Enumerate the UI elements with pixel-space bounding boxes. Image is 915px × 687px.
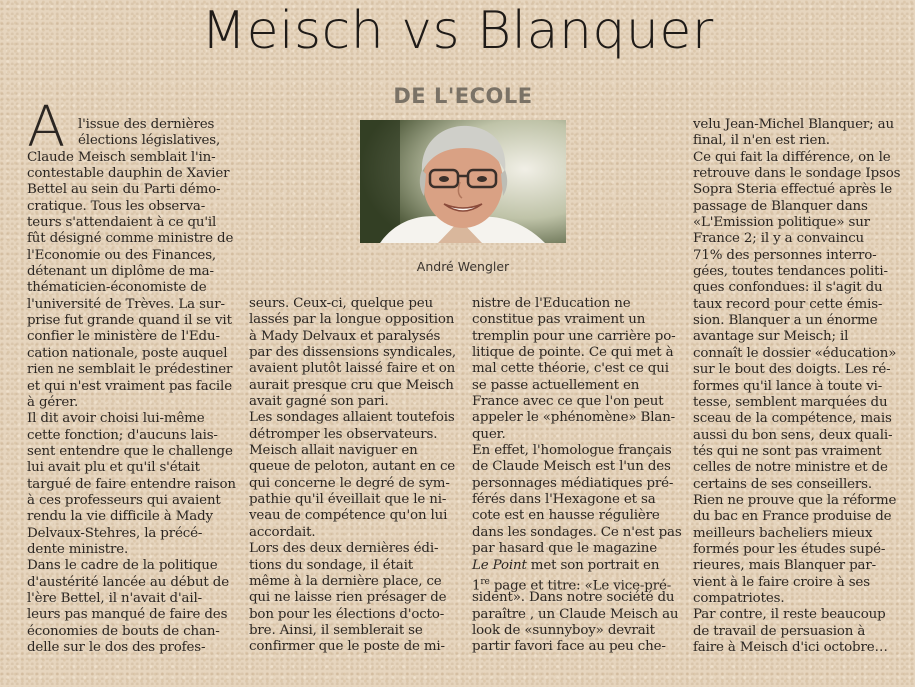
article-line: taux record pour cette émis- [693,296,883,312]
article-line: Rien ne prouve que la réforme [693,492,897,508]
article-line: avantage sur Meisch; il [693,329,849,345]
article-line: et qui n'est vraiment pas facile [27,378,232,394]
article-line: sident». Dans notre société du [472,590,675,606]
article-line: mal cette théorie, c'est ce qui [472,361,669,377]
article-line: lui avait plu et qu'il s'était [27,460,200,476]
article-line: détenant un diplôme de ma- [27,264,214,280]
headline: Meisch vs Blanquer [201,1,714,61]
article-line: avait gagné son pari. [249,394,389,410]
article-line: de Claude Meisch est l'un des [472,459,671,475]
article-line: vient à le faire croire à ses [693,574,870,590]
section-kicker: DE L'ECOLE [393,84,533,108]
article-line: formes qu'il lance à toute vi- [693,378,883,394]
article-line: Claude Meisch semblait l'in- [27,149,216,165]
article-line: même à la dernière place, ce [249,573,442,589]
photo-caption: André Wengler [416,259,510,274]
article-line: pathie qu'il éveillait que le ni- [249,492,447,508]
article-line: dans les sondages. Ce n'est pas [472,524,682,540]
article-line: Il dit avoir choisi lui-même [27,411,205,427]
article-line: France avec ce que l'on peut [472,394,664,410]
article-column-2 [249,296,457,656]
article-line: gées, toutes tendances politi- [693,264,888,280]
article-line: appeler le «phénomène» Blan- [472,410,676,426]
article-line: l'université de Trèves. La sur- [27,296,225,312]
article-line: se passe actuellement en [472,377,640,393]
article-line: par des dissensions syndicales, [249,345,457,361]
article-line: Dans le cadre de la politique [27,558,218,574]
article-line: paraître , un Claude Meisch au [472,606,679,622]
article-line: tremplin pour une carrière po- [472,328,676,344]
article-line: delle sur le dos des profes- [27,640,206,655]
article-line: nistre de l'Education ne [472,296,631,311]
article-line: aurait presque cru que Meisch [249,377,454,393]
article-line: formés pour les études supé- [693,541,886,557]
article-line: passage de Blanquer dans [693,198,868,214]
article-line: queue de peloton, autant en ce [249,459,456,475]
article-line: lassés par la longue opposition [249,312,455,328]
article-line: bon pour les élections d'octo- [249,606,445,622]
article-line: dente ministre. [27,541,129,557]
article-line: sent entendre que le challenge [27,443,233,459]
article-line: partir favori face au peu che- [472,639,666,655]
article-line: constitue pas vraiment un [472,312,646,328]
article-line: élections législatives, [78,133,221,149]
article-line: veau de compétence qu'on lui [249,508,448,524]
article-line: rieures, mais Blanquer par- [693,558,876,574]
article-line: 71% des personnes interro- [693,247,877,263]
article-line: ques confondues: il s'agit du [693,280,883,296]
article-line: accordait. [249,524,316,540]
article-column-1 [27,117,237,656]
article-line: celles de notre ministre et de [693,460,888,476]
article-column-3 [472,296,682,656]
article-line: tés qui ne sont pas vraiment [693,443,882,459]
article-line: contestable dauphin de Xavier [27,166,230,182]
article-line: du bac en France produise de [693,509,892,525]
article-line: sion. Blanquer a un énorme [693,313,878,329]
article-line: meilleurs bacheliers mieux [693,525,873,541]
article-line: velu Jean-Michel Blanquer; au [693,117,894,132]
article-line: tions du sondage, il était [249,557,413,573]
article-line: teurs s'attendaient à ce qu'il [27,215,217,231]
article-line: détromper les observateurs. [249,426,438,442]
article-line: seurs. Ceux-ci, quelque peu [249,296,433,311]
article-line: quer. [472,426,506,442]
article-line: Meisch allait naviguer en [249,443,418,459]
article-line: connaît le dossier «éducation» [693,345,897,361]
article-line: prise fut grande quand il se vit [27,313,232,329]
article-line: à Mady Delvaux et paralysés [249,328,441,344]
article-line: En effet, l'homologue français [472,443,672,459]
article-line: look de «sunnyboy» devrait [472,622,655,638]
author-photo [360,120,566,243]
article-line: bre. Ainsi, il semblerait se [249,622,423,638]
article-line: sur le bout des doigts. Les ré- [693,362,891,378]
article-line: par hasard que le magazine [472,541,657,557]
article-line: rendu la vie difficile à Mady [27,509,213,525]
article-line: à gérer. [27,394,79,410]
drop-cap: A [27,95,66,160]
article-line: personnages médiatiques pré- [472,475,674,491]
article-line: litique de pointe. Ce qui met à [472,345,674,361]
article-line: Par contre, il reste beaucoup [693,607,886,623]
article-line: d'austérité lancée au début de [27,574,229,590]
article-line: sceau de la compétence, mais [693,411,892,427]
portrait-illustration [360,120,566,243]
article-line: cratique. Tous les observa- [27,198,206,214]
article-line: l'issue des dernières [78,117,215,132]
article-line: retrouve dans le sondage Ipsos [693,166,901,182]
article-line: aussi du bon sens, deux quali- [693,427,893,443]
article-line: à ces professeurs qui avaient [27,492,221,508]
article-line: «L'Emission politique» sur [693,215,870,231]
article-line: Ce qui fait la différence, on le [693,149,891,165]
article-line: Delvaux-Stehres, la précé- [27,525,203,541]
article-line: confirmer que le poste de mi- [249,639,445,655]
article-line: qui concerne le degré de sym- [249,475,450,491]
article-line: cette fonction; d'aucuns lais- [27,427,218,443]
article-column-4 [693,117,901,656]
article-line: Le Point met son portrait en [472,557,660,573]
article-line: Bettel au sein du Parti démo- [27,182,221,198]
article-line: cote est en hausse régulière [472,508,660,524]
article-line: leurs pas manqué de faire des [27,607,228,623]
article-line: l'ère Bettel, il n'avait d'ail- [27,590,202,606]
article-line: férés dans l'Hexagone et sa [472,492,656,508]
article-line: Les sondages allaient toutefois [249,410,455,426]
article-line: France 2; il y a convaincu [693,231,865,247]
article-line: confier le ministère de l'Edu- [27,329,220,345]
article-line: 1re page et titre: «Le vice-pré- [472,576,672,594]
article-line: Sopra Steria effectué après le [693,182,893,198]
article-line: Lors des deux dernières édi- [249,541,439,557]
article-line: avaient plutôt laissé faire et on [249,361,456,377]
article-line: certains de ses conseillers. [693,476,872,492]
article-line: qui ne laisse rien présager de [249,590,447,606]
article-line: de travail de persuasion à [693,623,866,639]
article-line: faire à Meisch d'ici octobre… [693,640,888,655]
article-line: économies de bouts de chan- [27,623,220,639]
article-line: targué de faire entendre raison [27,476,236,492]
article-line: thématicien-économiste de [27,280,207,296]
article-line: rien ne semblait le prédestiner [27,362,233,378]
article-line: compatriotes. [693,590,785,606]
article-line: l'Economie ou des Finances, [27,247,217,263]
article-line: final, il n'en est rien. [693,133,830,149]
article-line: cation nationale, poste auquel [27,345,228,361]
article-line: fût désigné comme ministre de [27,231,234,247]
article-line: tesse, semblent marquées du [693,394,888,410]
